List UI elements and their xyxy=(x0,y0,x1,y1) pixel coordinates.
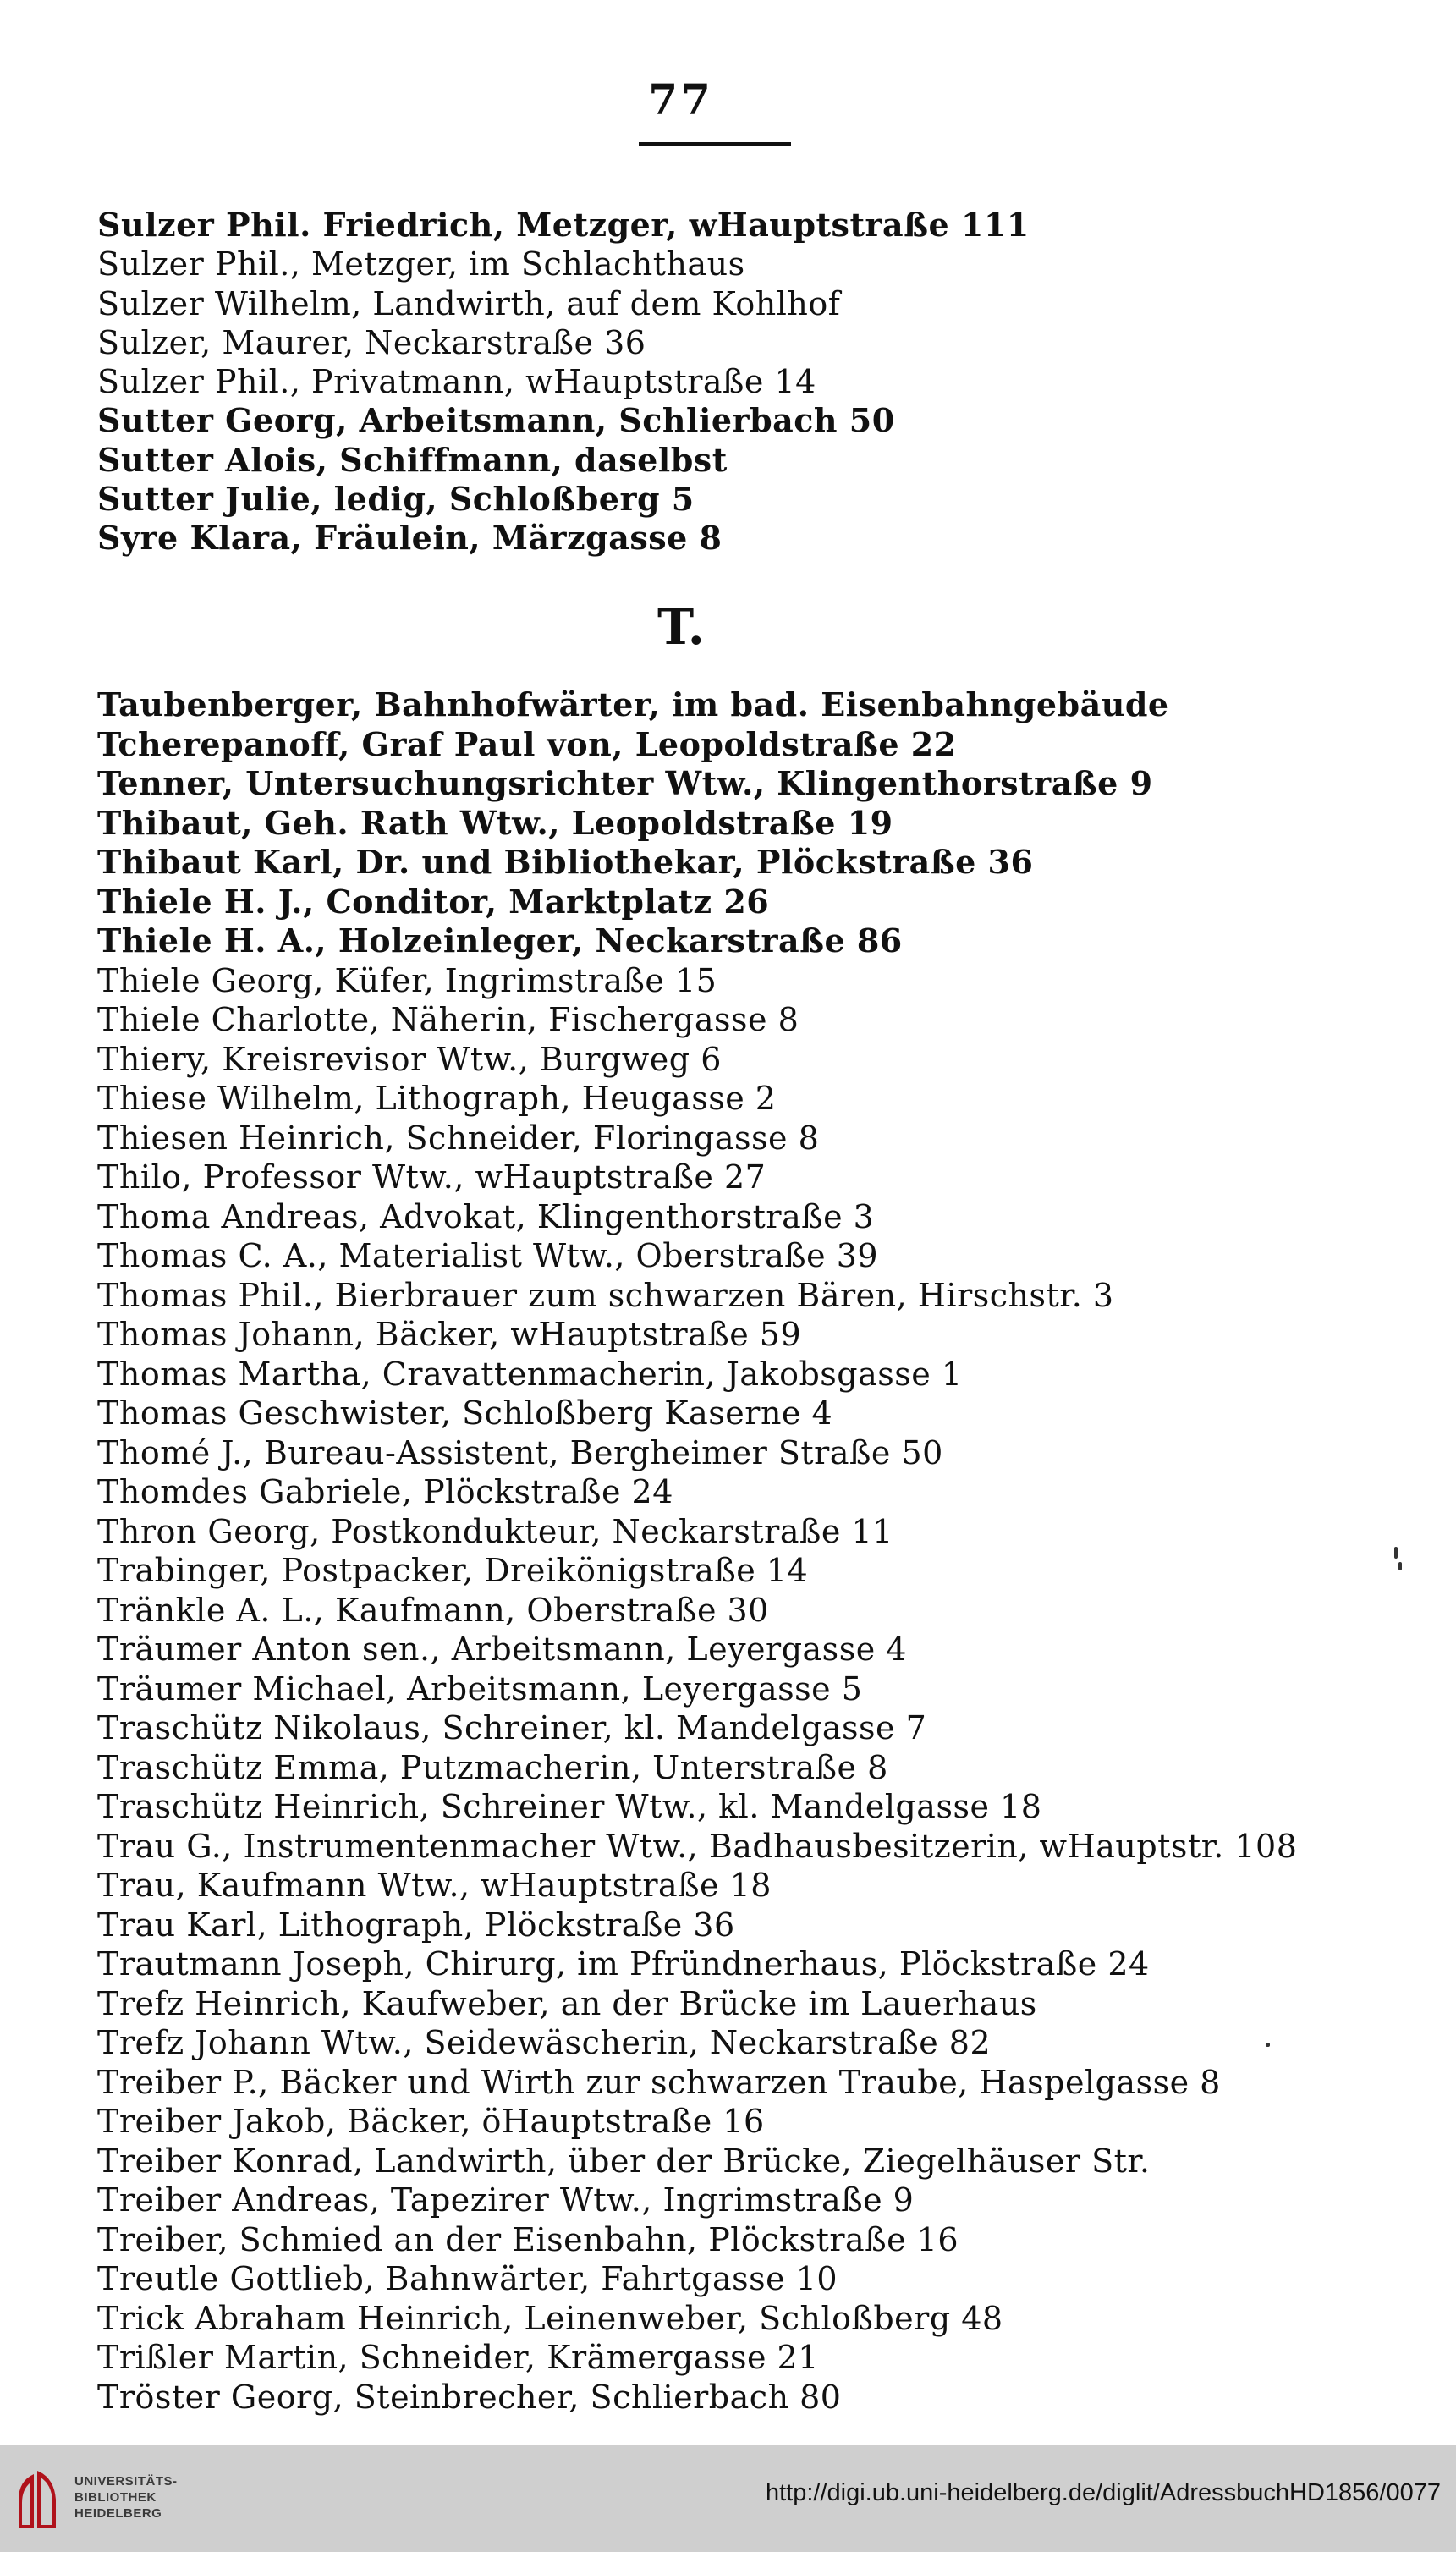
library-name-line: HEIDELBERG xyxy=(74,2506,162,2521)
margin-speck xyxy=(1266,2043,1270,2047)
directory-entry: Thomdes Gabriele, Plöckstraße 24 xyxy=(97,1473,673,1510)
directory-entry: Thoma Andreas, Advokat, Klingenthorstraße 3 xyxy=(97,1197,875,1235)
directory-entry: Trefz Johann Wtw., Seidewäscherin, Neckarstraße 82 xyxy=(97,2024,992,2061)
directory-entry: Sulzer Phil., Metzger, im Schlachthaus xyxy=(97,245,745,283)
library-name-line: BIBLIOTHEK xyxy=(74,2490,157,2505)
directory-entry: Thiele H. A., Holzeinleger, Neckarstraße 86 xyxy=(97,921,903,960)
directory-entry: Syre Klara, Fräulein, Märzgasse 8 xyxy=(97,519,723,558)
directory-entry: Trißler Martin, Schneider, Krämergasse 21 xyxy=(97,2339,819,2376)
directory-entry: Thomas C. A., Materialist Wtw., Oberstraße 39 xyxy=(97,1237,879,1274)
university-library-logo-icon xyxy=(15,2466,59,2532)
directory-entry: Trau, Kaufmann Wtw., wHauptstraße 18 xyxy=(97,1867,772,1904)
directory-entry: Träumer Michael, Arbeitsmann, Leyergasse 5 xyxy=(97,1669,863,1708)
library-name xyxy=(74,2473,178,2522)
directory-entry: Traschütz Nikolaus, Schreiner, kl. Mandelgasse 7 xyxy=(97,1709,927,1746)
directory-entry: Trabinger, Postpacker, Dreikönigstraße 14 xyxy=(97,1552,809,1589)
directory-entry: Taubenberger, Bahnhofwärter, im bad. Eisenbahngebäude xyxy=(97,685,1169,723)
directory-entry: Thiery, Kreisrevisor Wtw., Burgweg 6 xyxy=(97,1040,722,1078)
directory-entry: Traschütz Heinrich, Schreiner Wtw., kl. Mandelgasse 18 xyxy=(97,1788,1042,1825)
directory-entry: Sulzer, Maurer, Neckarstraße 36 xyxy=(97,323,646,361)
directory-entry: Sutter Georg, Arbeitsmann, Schlierbach 50 xyxy=(97,401,895,440)
directory-entry: Thibaut, Geh. Rath Wtw., Leopoldstraße 19 xyxy=(97,803,893,842)
directory-entry: Thomas Johann, Bäcker, wHauptstraße 59 xyxy=(97,1316,802,1353)
directory-entry: Thiele Charlotte, Näherin, Fischergasse 8 xyxy=(97,1001,799,1038)
margin-speck xyxy=(1394,1547,1398,1559)
directory-entry: Sulzer Phil. Friedrich, Metzger, wHauptstraße 111 xyxy=(97,206,1030,244)
margin-speck xyxy=(1398,1562,1402,1570)
entries-list-t xyxy=(97,685,1366,2417)
directory-entry: Thomas Phil., Bierbrauer zum schwarzen Bären, Hirschstr. 3 xyxy=(97,1276,1114,1314)
directory-entry: Treiber Konrad, Landwirth, über der Brücke, Ziegelhäuser Str. xyxy=(97,2142,1151,2180)
directory-entry: Trau Karl, Lithograph, Plöckstraße 36 xyxy=(97,1906,735,1944)
directory-entry: Thiesen Heinrich, Schneider, Floringasse 8 xyxy=(97,1119,820,1157)
source-url-link[interactable]: http://digi.ub.uni-heidelberg.de/diglit/AdressbuchHD1856/0077 xyxy=(765,2479,1441,2506)
directory-entry: Tcherepanoff, Graf Paul von, Leopoldstraße 22 xyxy=(97,724,957,763)
directory-entry: Thiele H. J., Conditor, Marktplatz 26 xyxy=(97,882,770,921)
directory-entry: Treiber Andreas, Tapezirer Wtw., Ingrimstraße 9 xyxy=(97,2181,915,2219)
library-name-line: UNIVERSITÄTS- xyxy=(74,2474,178,2489)
directory-entry: Trefz Heinrich, Kaufweber, an der Brücke im Lauerhaus xyxy=(97,1984,1037,2022)
page-number: 77 xyxy=(648,74,714,124)
directory-entry: Träumer Anton sen., Arbeitsmann, Leyergasse 4 xyxy=(97,1631,907,1668)
directory-entry: Thiele Georg, Küfer, Ingrimstraße 15 xyxy=(97,961,717,999)
directory-entry: Sulzer Phil., Privatmann, wHauptstraße 14 xyxy=(97,363,816,401)
directory-entry: Tenner, Untersuchungsrichter Wtw., Klingenthorstraße 9 xyxy=(97,764,1153,802)
section-heading-t: T. xyxy=(657,598,705,656)
directory-entry: Trautmann Joseph, Chirurg, im Pfründnerhaus, Plöckstraße 24 xyxy=(97,1945,1150,1983)
directory-entry: Sulzer Wilhelm, Landwirth, auf dem Kohlhof xyxy=(97,284,841,322)
directory-entry: Sutter Julie, ledig, Schloßberg 5 xyxy=(97,480,695,519)
directory-entry: Thomé J., Bureau-Assistent, Bergheimer Straße 50 xyxy=(97,1433,943,1471)
page-number-rule xyxy=(639,142,791,146)
directory-entry: Thiese Wilhelm, Lithograph, Heugasse 2 xyxy=(97,1080,777,1117)
directory-entry: Thibaut Karl, Dr. und Bibliothekar, Plöckstraße 36 xyxy=(97,843,1034,881)
directory-entry: Thilo, Professor Wtw., wHauptstraße 27 xyxy=(97,1158,766,1196)
directory-entry: Treiber Jakob, Bäcker, öHauptstraße 16 xyxy=(97,2103,765,2140)
directory-entry: Tränkle A. L., Kaufmann, Oberstraße 30 xyxy=(97,1591,769,1629)
directory-entry: Sutter Alois, Schiffmann, daselbst xyxy=(97,440,728,479)
directory-entry: Treutle Gottlieb, Bahnwärter, Fahrtgasse 10 xyxy=(97,2260,838,2297)
directory-entry: Trick Abraham Heinrich, Leinenweber, Schloßberg 48 xyxy=(97,2299,1003,2337)
directory-entry: Tröster Georg, Steinbrecher, Schlierbach 80 xyxy=(97,2378,842,2416)
footer-bar xyxy=(0,2445,1456,2552)
entries-list-s xyxy=(97,206,1332,558)
directory-entry: Treiber, Schmied an der Eisenbahn, Plöckstraße 16 xyxy=(97,2220,959,2258)
directory-entry: Thomas Geschwister, Schloßberg Kaserne 4 xyxy=(97,1394,833,1432)
directory-entry: Traschütz Emma, Putzmacherin, Unterstraße 8 xyxy=(97,1748,888,1786)
directory-entry: Treiber P., Bäcker und Wirth zur schwarzen Traube, Haspelgasse 8 xyxy=(97,2063,1221,2101)
directory-entry: Trau G., Instrumentenmacher Wtw., Badhausbesitzerin, wHauptstr. 108 xyxy=(97,1827,1298,1865)
directory-entry: Thron Georg, Postkondukteur, Neckarstraße 11 xyxy=(97,1512,893,1550)
directory-entry: Thomas Martha, Cravattenmacherin, Jakobsgasse 1 xyxy=(97,1355,963,1393)
